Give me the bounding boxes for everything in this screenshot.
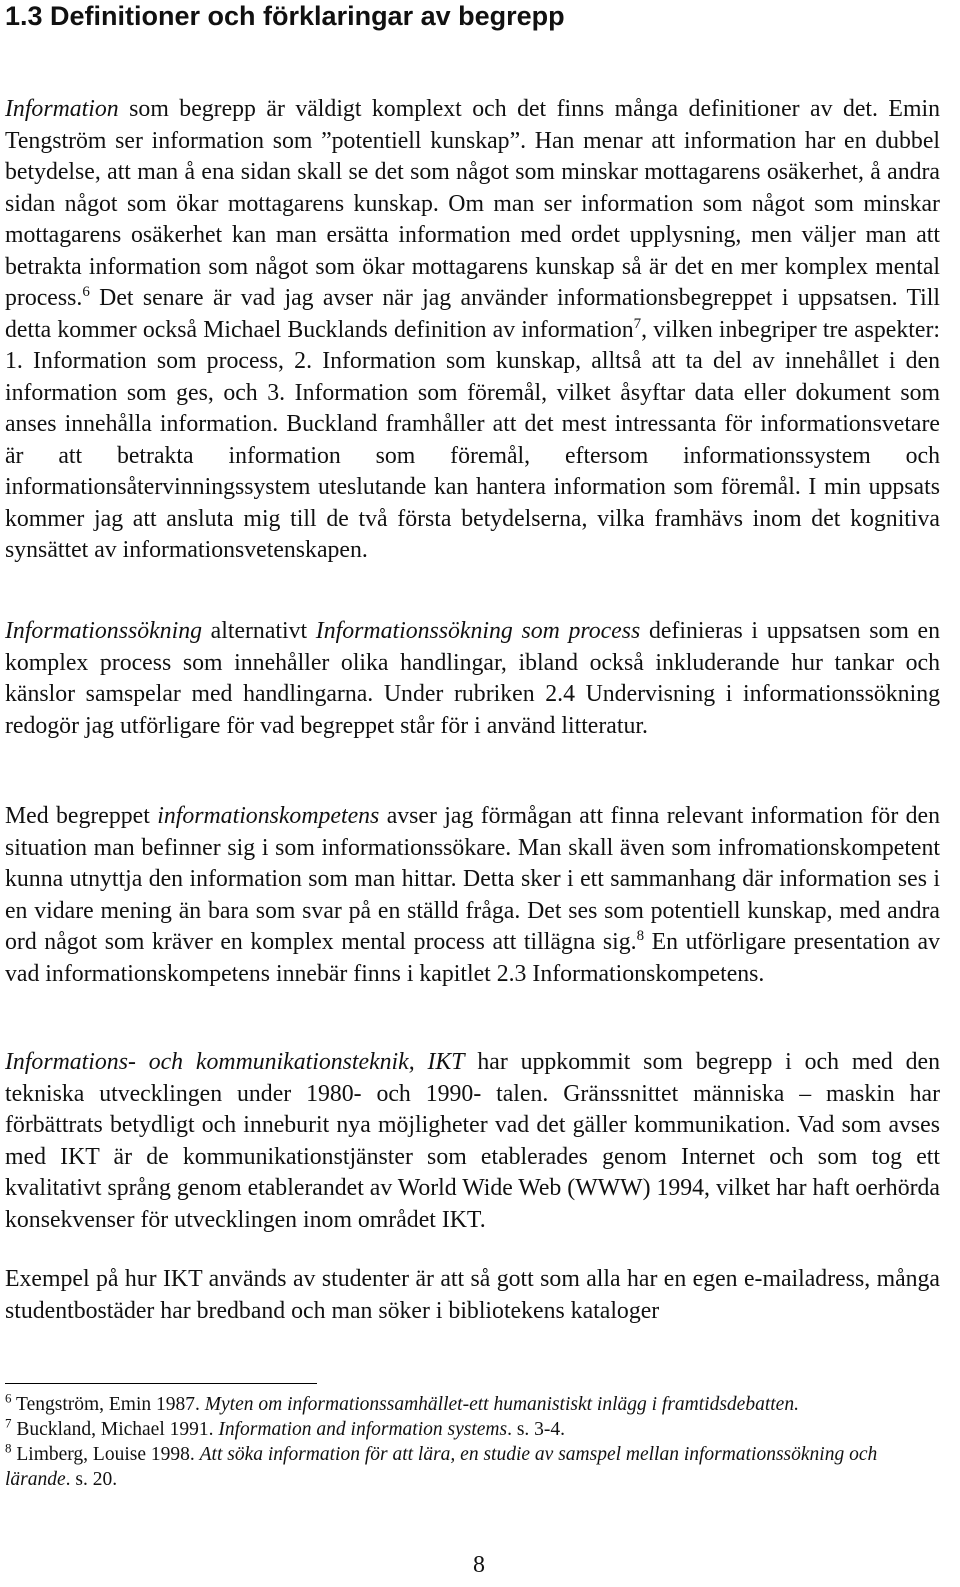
paragraph-text: , vilken inbegriper tre aspekter: 1. Information som process, 2. Information som kunskap, alltså att ta del av innehållet i den information som ges, och 3. Information som föremål, vilket åsyftar data eller dokument som anses innehålla information. Buckland framhåller att det mest intressanta för informationsvetare är att betrakta information som föremål, eftersom informationssystem och informationsåtervinningssystem uteslutande kan hantera information som föremål. I min uppsats kommer jag att ansluta mig till de två första betydelserna, vilka framhävs inom det kognitiva synsättet av informationsvetenskapen.	[5, 316, 940, 563]
page-number: 8	[473, 1552, 485, 1578]
footnote-text: Buckland, Michael 1991.	[11, 1419, 219, 1440]
footnote-title: Information and information systems	[218, 1419, 508, 1440]
paragraph-text: Med begreppet	[5, 803, 158, 829]
paragraph-text: har uppkommit som begrepp i och med den tekniska utvecklingen under 1980- och 1990- talen. Gränssnittet människa – maskin har förbättrats betydligt och inneburit nya möjligheter vad det gäller kommunikation. Vad som avses med IKT är de kommunikationstjänster som etablerades genom Internet och som tog ett kvalitativt språng genom etablerandet av World Wide Web (WWW) 1994, vilket har haft oerhörda konsekvenser för utvecklingen inom området IKT.	[5, 1049, 940, 1233]
footnote-number: 8	[5, 1440, 12, 1456]
footnote-tail: . s. 3-4.	[507, 1419, 566, 1440]
term-informationskompetens: informationskompetens	[157, 803, 380, 829]
footnote-text: Tengström, Emin 1987.	[11, 1394, 205, 1415]
term-informationssokning-som-process: Informationssökning som process	[315, 618, 641, 644]
paragraph-text: som begrepp är väldigt komplext och det finns många definitioner av det. Emin Tengström ser information som ”potentiell kunskap”. Han menar att information har en dubbel betydelse, att man å ena sidan skall se det som något som minskar mottagarens osäkerhet, å andra sidan något som ökar mottagarens kunskap. Om man ser information som något som minskar mottagarens osäkerhet kan man ersätta information med ordet upplysning, men väljer man att betrakta information som något som ökar mottagarens kunskap så är det en mer komplex mental process.	[5, 96, 940, 311]
footnote-number: 7	[5, 1415, 12, 1431]
footnote-number: 6	[5, 1390, 12, 1406]
paragraph-text: avser jag förmågan att finna relevant information för den situation man befinner sig i som informationssökare. Man skall även som infromationskompetent kunna utnyttja den information som man hittar. Detta sker i ett sammanhang där information ses i en vidare mening än bara som svar på en ställd fråga. Det ses som potentiell kunskap, med andra ord något som kräver en komplex mental process att tillägna sig.	[5, 803, 940, 955]
paragraph-information	[5, 94, 940, 567]
paragraph-text: En utförligare presentation av vad informationskompetens innebär finns i kapitlet 2.3 Informationskompetens.	[5, 929, 941, 987]
paragraph-text: alternativt	[202, 618, 316, 644]
footnote-ref-6[interactable]: 6	[82, 284, 90, 301]
footnote-ref-8[interactable]: 8	[636, 928, 645, 945]
footnote-8	[5, 1442, 940, 1492]
term-information: Information	[5, 96, 119, 122]
term-ikt: Informations- och kommunikationsteknik, IKT	[5, 1049, 465, 1075]
footnote-title: Att söka information för att lära, en studie av samspel mellan informationssökning och lärande	[5, 1444, 878, 1490]
footnote-ref-7[interactable]: 7	[633, 315, 642, 332]
paragraph-informationssokning	[5, 616, 940, 742]
term-informationssokning: Informationssökning	[5, 618, 202, 644]
footnotes	[5, 1392, 940, 1492]
footnote-text: Limberg, Louise 1998.	[11, 1444, 200, 1465]
footnote-7	[5, 1417, 940, 1442]
footnote-6	[5, 1392, 940, 1417]
footnote-title: Myten om informationssamhället-ett humanistiskt inlägg i framtidsdebatten.	[204, 1394, 799, 1415]
paragraph-text: Exempel på hur IKT används av studenter är att så gott som alla har en egen e-mailadress, många studentbostäder har bredband och man söker i bibliotekens kataloger	[5, 1266, 940, 1324]
paragraph-informationskompetens	[5, 801, 940, 990]
paragraph-text: definieras i uppsatsen som en komplex process som innehåller olika handlingar, ibland också inkluderande hur tankar och känslor samspelar med handlingarna. Under rubriken 2.4 Undervisning i informationssökning redogör jag utförligare för vad begreppet står för i använd litteratur.	[5, 618, 940, 739]
paragraph-ikt	[5, 1047, 940, 1236]
paragraph-text: Det senare är vad jag avser när jag använder informationsbegreppet i uppsatsen. Till detta kommer också Michael Bucklands definition av information	[5, 285, 940, 343]
paragraph-exempel	[5, 1264, 940, 1327]
footnote-divider	[5, 1383, 317, 1384]
footnote-tail: . s. 20.	[65, 1469, 118, 1490]
section-heading: 1.3 Definitioner och förklaringar av begrepp	[5, 1, 565, 31]
